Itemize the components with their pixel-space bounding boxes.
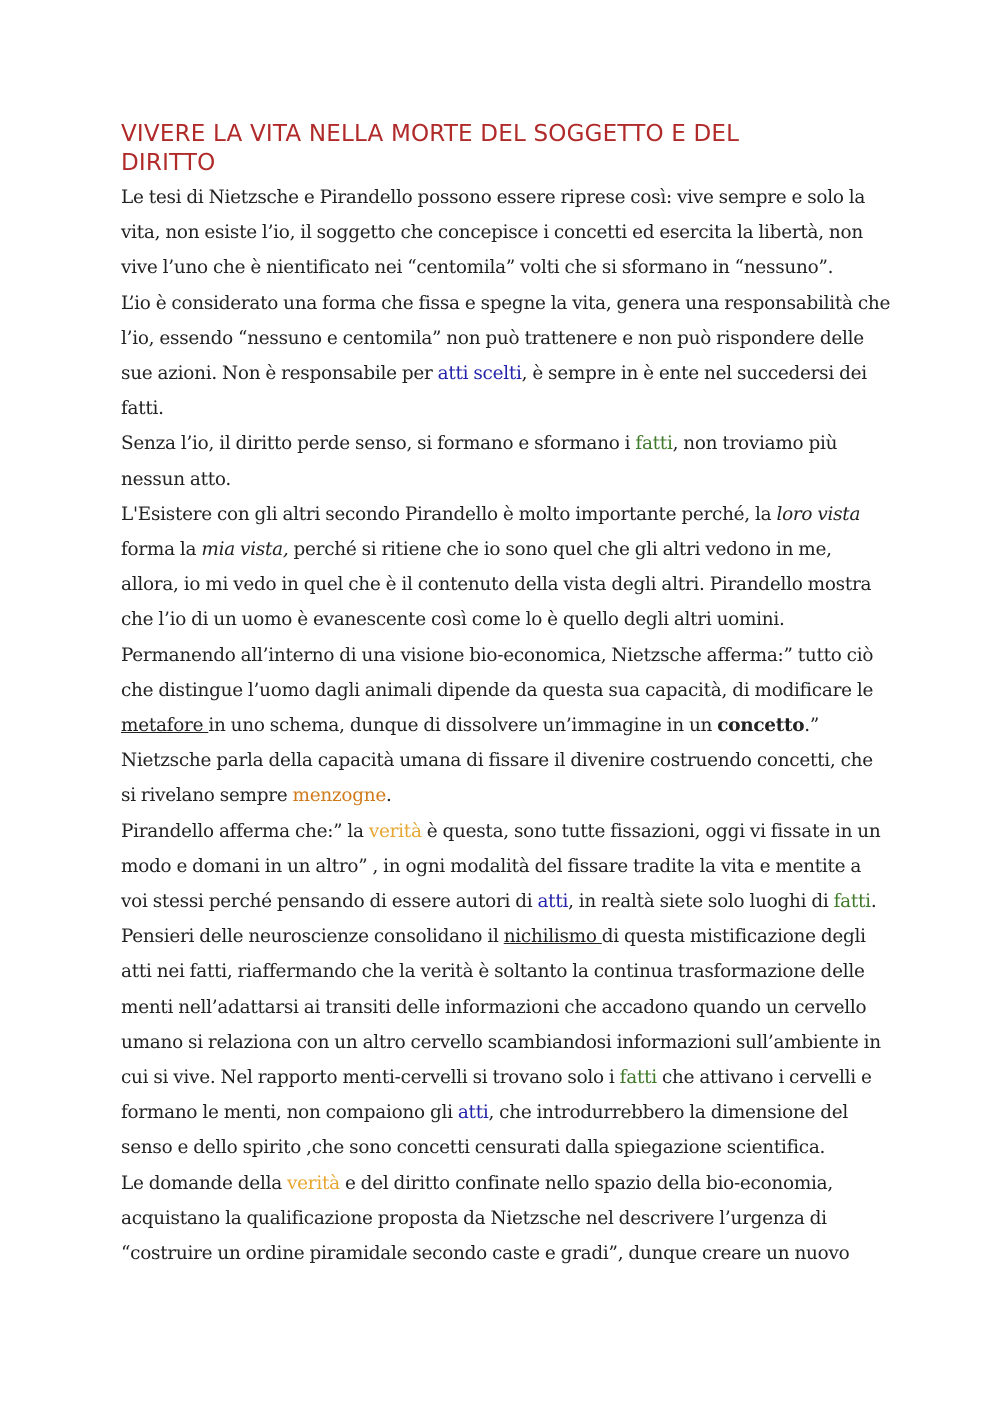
text-run: forma la [121,539,202,561]
paragraph-2 [121,286,891,427]
text-run: L’io è considerato una forma che fissa e spegne la vita, genera una responsabilità che l’io, essendo “nessuno e centomila” non può trattenere e non può rispondere delle sue azioni. Non è responsabile per [121,292,891,385]
italic-loro-vista: loro vista [776,503,861,525]
highlight-fatti: fatti [619,1067,657,1089]
text-run: Permanendo all’interno di una visione bio-economica, Nietzsche afferma:” tutto ciò che distingue l’uomo dagli animali dipende da questa sua capacità, di modificare le [121,644,874,701]
text-run: è questa, sono tutte fissazioni, oggi vi fissate in un modo e domani in un altro” , in ogni modalità del fissare tradite la vita e mentite a voi stessi perché pensando di essere autori di [121,820,881,913]
paragraph-1: Le tesi di Nietzsche e Pirandello possono essere riprese così: vive sempre e solo la vita, non esiste l’io, il soggetto che concepisce i concetti ed esercita la libertà, non vive l’uno che è nientificato nei “centomila” volti che si sformano in “nessuno”. [121,187,866,279]
paragraph-6 [121,743,891,813]
bold-concetto: concetto [717,715,805,737]
text-run: , è sempre in è ente nel succedersi dei fatti. [121,363,867,420]
text-run: Le domande della [121,1172,288,1194]
text-run: e del diritto confinate nello spazio della bio-economia, acquistano la qualificazione proposta da Nietzsche nel descrivere l’urgenza di “costruire un ordine piramidale secondo caste e gradi”, dunque creare un nuovo [121,1172,850,1265]
text-run: che attivano i cervelli e formano le menti, non compaiono gli [121,1067,872,1124]
text-run: Nietzsche parla della capacità umana di fissare il divenire costruendo concetti, che si rivelano sempre [121,750,873,807]
paragraph-8 [121,919,891,1165]
highlight-fatti: fatti [635,433,673,455]
paragraph-9 [121,1166,891,1272]
text-run: , che introdurrebbero la dimensione del senso e dello spirito ,che sono concetti censurati dalla spiegazione scientifica. [121,1102,849,1159]
text-run: L'Esistere con gli altri secondo Pirandello è molto importante perché, la [121,503,777,525]
highlight-atti: atti [457,1102,489,1124]
highlight-verita: verità [368,820,422,842]
text-run: , in realtà siete solo luoghi di [568,891,834,913]
underlined-metafore: metafore [121,715,209,737]
underlined-nichilismo: nichilismo [503,926,602,948]
italic-mia-vista: mia vista, [201,539,289,561]
highlight-verita: verità [287,1172,340,1194]
text-run: Senza l’io, il diritto perde senso, si formano e sformano i [121,433,636,455]
text-run: perché si ritiene che io sono quel che gli altri vedono in me, allora, io mi vedo in quel che è il contenuto della vista degli altri. Pirandello mostra che l’io di un uomo è evanescente così come lo è quello degli altri uomini. [121,539,872,631]
highlight-atti-scelti: atti scelti [437,363,522,385]
paragraph-5 [121,638,891,744]
text-run: Pensieri delle neuroscienze consolidano il [121,926,504,948]
paragraph-3 [121,426,891,496]
text-run: , non troviamo più nessun atto. [121,433,838,490]
text-run: di questa mistificazione degli atti nei fatti, riaffermando che la verità è soltanto la continua trasformazione delle menti nell’adattarsi ai transiti delle informazioni che accadono quando un cervello umano si relaziona con un altro cervello scambiandosi informazioni sull’ambiente in cui si vive. Nel rapporto menti-cervelli si trovano solo i [121,926,881,1089]
highlight-menzogne: menzogne [292,785,386,807]
document-body [121,180,891,1271]
paragraph-4 [121,497,891,638]
text-run: .” [804,715,819,737]
highlight-fatti: fatti [833,891,871,913]
text-run: in uno schema, dunque di dissolvere un’immagine in un [208,715,718,737]
text-run: . [870,891,877,913]
document-title: VIVERE LA VITA NELLA MORTE DEL SOGGETTO E DEL DIRITTO [121,121,740,176]
paragraph-7 [121,814,891,920]
highlight-atti: atti [537,891,569,913]
text-run: . [385,785,392,807]
text-run: Pirandello afferma che:” la [121,820,369,842]
